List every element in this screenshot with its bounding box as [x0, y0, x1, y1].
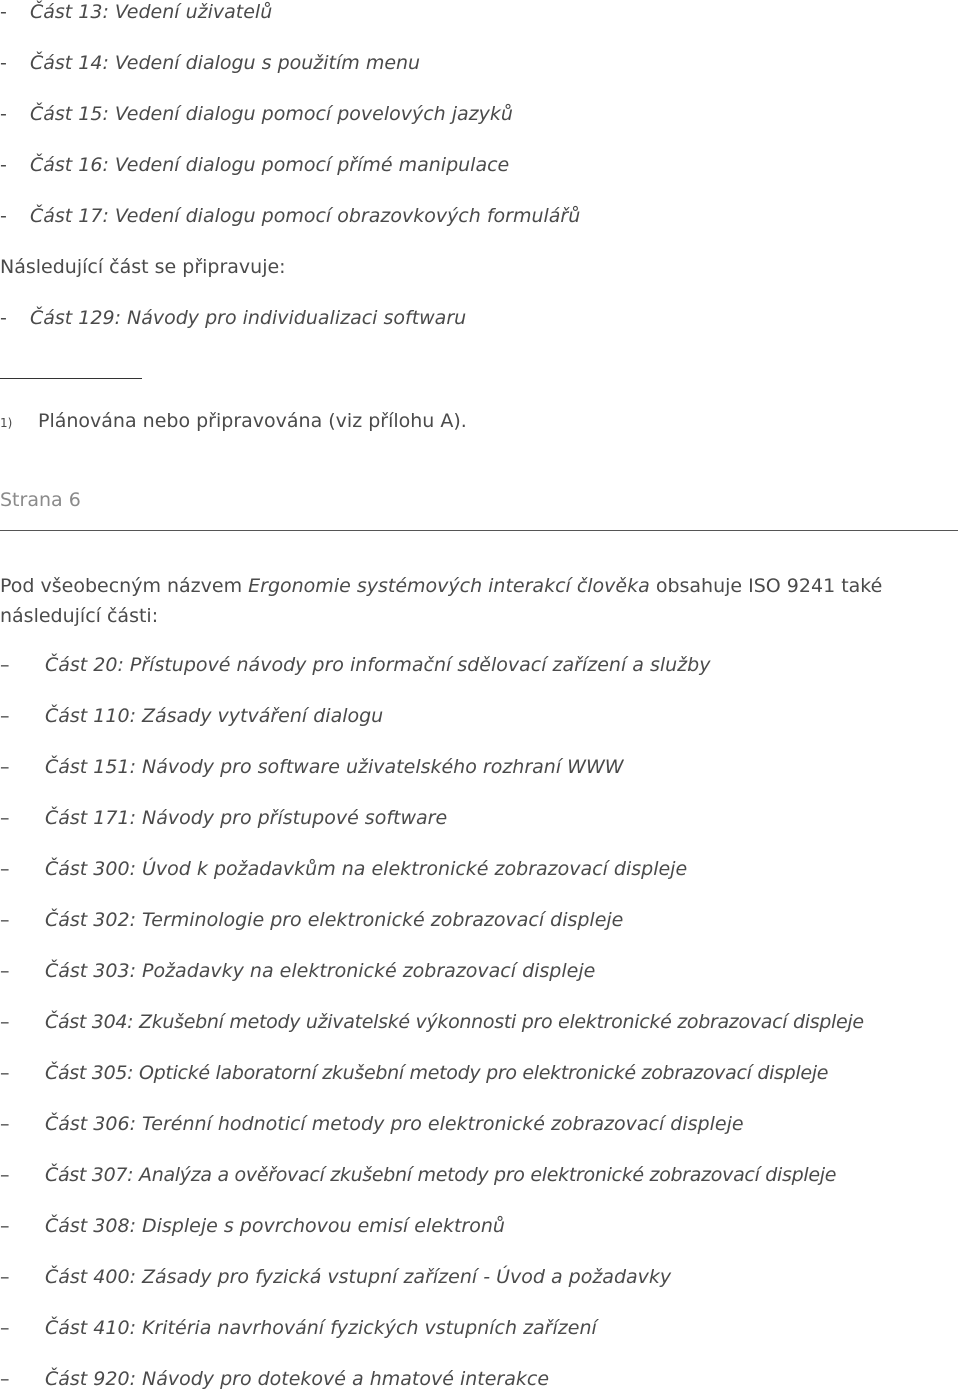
list-dash: –: [0, 1164, 10, 1186]
intro-after: obsahuje ISO 9241 také: [649, 575, 883, 597]
list-item-text: Část 307: Analýza a ověřovací zkušební metody pro elektronické zobrazovací displeje: [45, 1164, 837, 1186]
list-dash: –: [0, 1062, 10, 1084]
list-item: [0, 51, 420, 75]
intro-title: Ergonomie systémových interakcí člověka: [248, 575, 650, 597]
list-dash: -: [0, 52, 7, 74]
list-item-text: Část 151: Návody pro software uživatelského rozhraní WWW: [45, 756, 624, 778]
list-item-text: Část 400: Zásady pro fyzická vstupní zařízení - Úvod a požadavky: [45, 1266, 672, 1288]
list-dash: –: [0, 1266, 10, 1288]
list-item-text: Část 14: Vedení dialogu s použitím menu: [30, 52, 421, 74]
list-item: [0, 806, 447, 830]
list-item: [0, 1316, 597, 1340]
prep-heading: Následující část se připravuje:: [0, 256, 286, 278]
list-dash: -: [0, 307, 7, 329]
list-item-text: Část 920: Návody pro dotekové a hmatové interakce: [45, 1368, 550, 1390]
intro-line2: následující části:: [0, 605, 159, 627]
list-dash: –: [0, 1011, 10, 1033]
list-dash: –: [0, 756, 10, 778]
list-dash: –: [0, 1215, 10, 1237]
list-item-text: Část 110: Zásady vytváření dialogu: [45, 705, 384, 727]
list-item: [0, 704, 383, 728]
page-label: Strana 6: [0, 489, 81, 511]
list-item: [0, 959, 595, 983]
intro-before: Pod všeobecným názvem: [0, 575, 249, 597]
footnote-separator: [0, 378, 142, 379]
list-dash: –: [0, 1113, 10, 1135]
list-item-text: Část 129: Návody pro individualizaci softwaru: [30, 307, 467, 329]
list-item: [0, 1061, 828, 1085]
list-item-text: Část 13: Vedení uživatelů: [30, 1, 273, 23]
list-item-text: Část 15: Vedení dialogu pomocí povelových jazyků: [30, 103, 513, 125]
list-item: [0, 153, 509, 177]
list-item: [0, 1367, 549, 1391]
list-item: [0, 102, 513, 126]
list-item: [0, 1265, 671, 1289]
list-dash: –: [0, 909, 10, 931]
list-item-text: Část 171: Návody pro přístupové software: [45, 807, 448, 829]
list-dash: -: [0, 1, 7, 23]
footnote: [0, 409, 467, 435]
list-item: [0, 1163, 836, 1187]
list-item: [0, 857, 687, 881]
list-item: [0, 755, 624, 779]
list-item-text: Část 302: Terminologie pro elektronické zobrazovací displeje: [45, 909, 624, 931]
list-item-text: Část 20: Přístupové návody pro informační sdělovací zařízení a služby: [45, 654, 711, 676]
list-item-text: Část 300: Úvod k požadavkům na elektronické zobrazovací displeje: [45, 858, 688, 880]
list-item: [0, 204, 580, 228]
list-item-text: Část 308: Displeje s povrchovou emisí elektronů: [45, 1215, 505, 1237]
list-dash: –: [0, 654, 10, 676]
list-item-text: Část 306: Terénní hodnoticí metody pro elektronické zobrazovací displeje: [45, 1113, 744, 1135]
list-item: [0, 1112, 744, 1136]
list-item: [0, 908, 623, 932]
list-dash: –: [0, 858, 10, 880]
list-item-text: Část 410: Kritéria navrhování fyzických vstupních zařízení: [45, 1317, 597, 1339]
list-dash: -: [0, 154, 7, 176]
footnote-number: 1): [0, 416, 13, 430]
list-item: [0, 1214, 505, 1238]
list-dash: -: [0, 103, 7, 125]
list-item: [0, 1010, 864, 1034]
list-dash: -: [0, 205, 7, 227]
list-dash: –: [0, 1368, 10, 1390]
list-item: [0, 653, 710, 677]
list-item-text: Část 305: Optické laboratorní zkušební metody pro elektronické zobrazovací displeje: [45, 1062, 829, 1084]
page-separator: [0, 530, 958, 531]
list-dash: –: [0, 807, 10, 829]
list-item-text: Část 17: Vedení dialogu pomocí obrazovkových formulářů: [30, 205, 581, 227]
list-item-text: Část 303: Požadavky na elektronické zobrazovací displeje: [45, 960, 596, 982]
list-item-text: Část 16: Vedení dialogu pomocí přímé manipulace: [30, 154, 510, 176]
footnote-text: Plánována nebo připravována (viz přílohu A).: [38, 410, 467, 432]
list-item-text: Část 304: Zkušební metody uživatelské výkonnosti pro elektronické zobrazovací displeje: [45, 1011, 864, 1033]
list-item: [0, 306, 466, 330]
list-dash: –: [0, 960, 10, 982]
list-dash: –: [0, 1317, 10, 1339]
intro-paragraph: [0, 574, 882, 598]
list-dash: –: [0, 705, 10, 727]
list-item: [0, 0, 272, 24]
